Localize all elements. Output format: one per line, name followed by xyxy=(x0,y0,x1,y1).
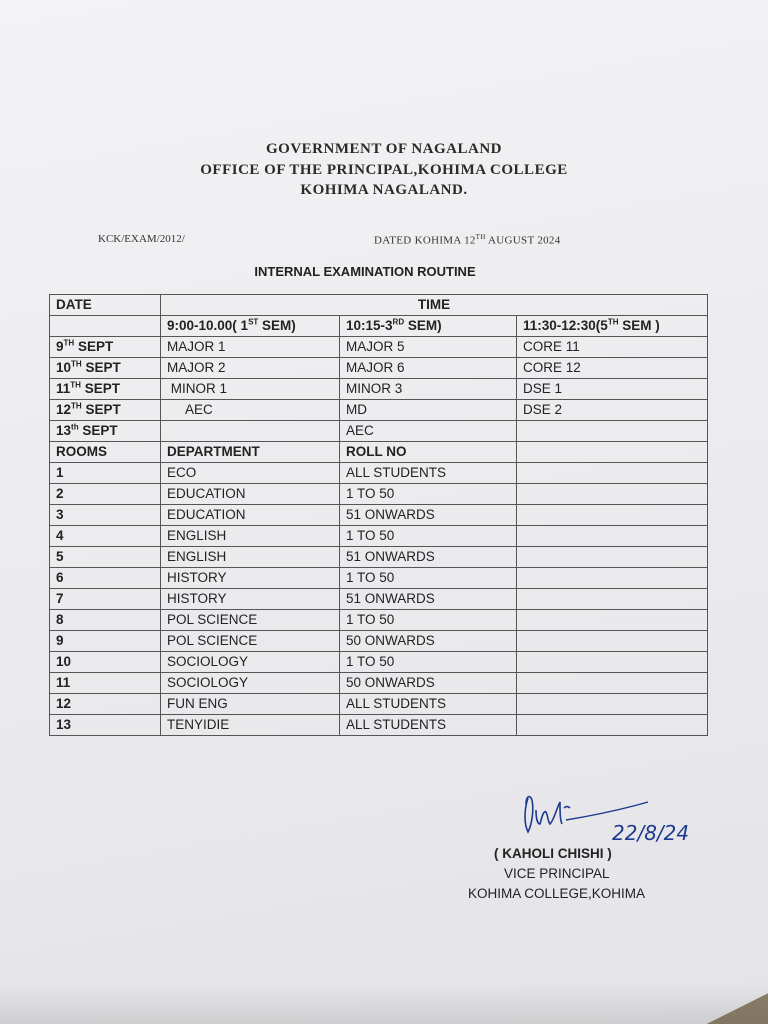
date-cell xyxy=(50,337,161,358)
header-line-1: GOVERNMENT OF NAGALAND xyxy=(265,141,502,157)
room-blank xyxy=(517,568,708,589)
room-roll-no: 1 TO 50 xyxy=(340,610,517,631)
slot-blank xyxy=(50,316,161,337)
slot3-cell: CORE 11 xyxy=(517,337,708,358)
room-department: POL SCIENCE xyxy=(161,610,340,631)
room-roll-no: 1 TO 50 xyxy=(340,568,517,589)
routine-table xyxy=(49,294,708,736)
room-row xyxy=(50,631,708,652)
roll-no-header: ROLL NO xyxy=(340,442,517,463)
room-blank xyxy=(517,589,708,610)
date-month: SEPT xyxy=(80,381,120,396)
room-blank xyxy=(517,505,708,526)
slot2-cell: AEC xyxy=(340,421,517,442)
room-department: FUN ENG xyxy=(161,694,340,715)
slot2-cell: MAJOR 5 xyxy=(340,337,517,358)
room-roll-no: 51 ONWARDS xyxy=(340,589,517,610)
room-department: ENGLISH xyxy=(161,526,340,547)
slot3-cell: CORE 12 xyxy=(517,358,708,379)
date-sup: TH xyxy=(71,359,82,369)
room-row xyxy=(50,610,708,631)
slot3-cell: DSE 2 xyxy=(517,400,708,421)
slot3-cell: DSE 1 xyxy=(517,379,708,400)
room-row xyxy=(50,673,708,694)
date-day: 11 xyxy=(56,381,71,396)
date-sup: th xyxy=(71,422,79,432)
signatory-designation: VICE PRINCIPAL xyxy=(504,866,610,881)
slot2-cell: MINOR 3 xyxy=(340,379,517,400)
room-number: 8 xyxy=(50,610,161,631)
schedule-row xyxy=(50,400,708,421)
date-cell xyxy=(50,400,161,421)
slot1-cell: MINOR 1 xyxy=(161,379,340,400)
room-row xyxy=(50,589,708,610)
room-blank xyxy=(517,652,708,673)
room-department: ECO xyxy=(161,463,340,484)
room-number: 11 xyxy=(50,673,161,694)
slot-header xyxy=(517,316,708,337)
room-blank xyxy=(517,547,708,568)
room-number: 3 xyxy=(50,505,161,526)
slot1-cell: MAJOR 1 xyxy=(161,337,340,358)
header-row xyxy=(50,295,708,316)
slot1-cell xyxy=(161,421,340,442)
date-cell xyxy=(50,421,161,442)
room-roll-no: ALL STUDENTS xyxy=(340,463,517,484)
slot-sup: ST xyxy=(248,317,259,327)
date-sup: TH xyxy=(71,401,82,411)
signatory-name: ( KAHOLI CHISHI ) xyxy=(494,846,612,861)
schedule-row xyxy=(50,337,708,358)
room-roll-no: ALL STUDENTS xyxy=(340,694,517,715)
slot-sup: TH xyxy=(607,317,619,327)
room-roll-no: 51 ONWARDS xyxy=(340,547,517,568)
room-roll-no: 50 ONWARDS xyxy=(340,631,517,652)
schedule-row xyxy=(50,421,708,442)
room-number: 7 xyxy=(50,589,161,610)
room-roll-no: ALL STUDENTS xyxy=(340,715,517,736)
room-blank xyxy=(517,631,708,652)
dated-line xyxy=(374,233,561,247)
room-department: HISTORY xyxy=(161,568,340,589)
room-number: 5 xyxy=(50,547,161,568)
room-department: SOCIOLOGY xyxy=(161,673,340,694)
room-department: EDUCATION xyxy=(161,505,340,526)
date-month: SEPT xyxy=(81,402,121,417)
room-number: 1 xyxy=(50,463,161,484)
slot2-cell: MAJOR 6 xyxy=(340,358,517,379)
rooms-blank xyxy=(517,442,708,463)
department-header: DEPARTMENT xyxy=(161,442,340,463)
room-number: 4 xyxy=(50,526,161,547)
header-line-3: KOHIMA NAGALAND. xyxy=(300,182,468,198)
room-roll-no: 1 TO 50 xyxy=(340,652,517,673)
room-blank xyxy=(517,526,708,547)
slot3-cell xyxy=(517,421,708,442)
room-roll-no: 1 TO 50 xyxy=(340,526,517,547)
room-row xyxy=(50,484,708,505)
room-row xyxy=(50,694,708,715)
slot-prefix: 10:15-3 xyxy=(346,318,393,333)
date-day: 13 xyxy=(56,423,72,438)
header-line-2: OFFICE OF THE PRINCIPAL,KOHIMA COLLEGE xyxy=(200,162,568,178)
slot-suffix: SEM) xyxy=(404,318,442,333)
room-number: 6 xyxy=(50,568,161,589)
room-department: HISTORY xyxy=(161,589,340,610)
room-row xyxy=(50,568,708,589)
slot-prefix: 9:00-10.00( 1 xyxy=(167,318,249,333)
room-row xyxy=(50,547,708,568)
room-department: ENGLISH xyxy=(161,547,340,568)
room-blank xyxy=(517,484,708,505)
room-department: SOCIOLOGY xyxy=(161,652,340,673)
date-cell xyxy=(50,358,161,379)
room-row xyxy=(50,715,708,736)
schedule-row xyxy=(50,358,708,379)
rooms-header: ROOMS xyxy=(50,442,161,463)
room-blank xyxy=(517,673,708,694)
room-roll-no: 51 ONWARDS xyxy=(340,505,517,526)
signatory-institution: KOHIMA COLLEGE,KOHIMA xyxy=(468,886,646,901)
document-title xyxy=(0,264,730,279)
date-month: SEPT xyxy=(78,423,118,438)
time-header: TIME xyxy=(161,295,708,316)
room-blank xyxy=(517,610,708,631)
date-month: SEPT xyxy=(81,360,121,375)
room-number: 2 xyxy=(50,484,161,505)
room-blank xyxy=(517,715,708,736)
room-number: 10 xyxy=(50,652,161,673)
dated-sup: TH xyxy=(475,233,486,241)
reference-number: KCK/EXAM/2012/ xyxy=(98,233,185,245)
paper-shadow xyxy=(0,984,768,1024)
date-day: 12 xyxy=(56,402,72,417)
dated-prefix: DATED KOHIMA 12 xyxy=(374,234,476,247)
room-number: 13 xyxy=(50,715,161,736)
room-department: TENYIDIE xyxy=(161,715,340,736)
room-department: EDUCATION xyxy=(161,484,340,505)
date-sup: TH xyxy=(63,338,75,348)
date-sup: TH xyxy=(70,380,81,390)
document-title-text: INTERNAL EXAMINATION ROUTINE xyxy=(254,264,476,279)
room-roll-no: 1 TO 50 xyxy=(340,484,517,505)
slot-sup: RD xyxy=(392,317,405,327)
room-blank xyxy=(517,694,708,715)
room-number: 9 xyxy=(50,631,161,652)
room-department: POL SCIENCE xyxy=(161,631,340,652)
room-row xyxy=(50,652,708,673)
date-header: DATE xyxy=(50,295,161,316)
slot-suffix: SEM ) xyxy=(618,318,660,333)
date-month: SEPT xyxy=(74,339,114,354)
room-blank xyxy=(517,463,708,484)
date-day: 10 xyxy=(56,360,72,375)
slot-header xyxy=(161,316,340,337)
slot1-cell: MAJOR 2 xyxy=(161,358,340,379)
room-row xyxy=(50,505,708,526)
dated-suffix: AUGUST 2024 xyxy=(485,234,561,247)
slot2-cell: MD xyxy=(340,400,517,421)
slot1-cell: AEC xyxy=(161,400,340,421)
slot-header xyxy=(340,316,517,337)
slot-prefix: 11:30-12:30(5 xyxy=(523,318,608,333)
date-day: 9 xyxy=(56,339,64,354)
room-number: 12 xyxy=(50,694,161,715)
schedule-row xyxy=(50,379,708,400)
date-cell xyxy=(50,379,161,400)
slot-row xyxy=(50,316,708,337)
slot-suffix: SEM) xyxy=(258,318,296,333)
room-roll-no: 50 ONWARDS xyxy=(340,673,517,694)
rooms-header-row xyxy=(50,442,708,463)
signature-date: 22/8/24 xyxy=(612,821,690,845)
room-row xyxy=(50,526,708,547)
room-row xyxy=(50,463,708,484)
